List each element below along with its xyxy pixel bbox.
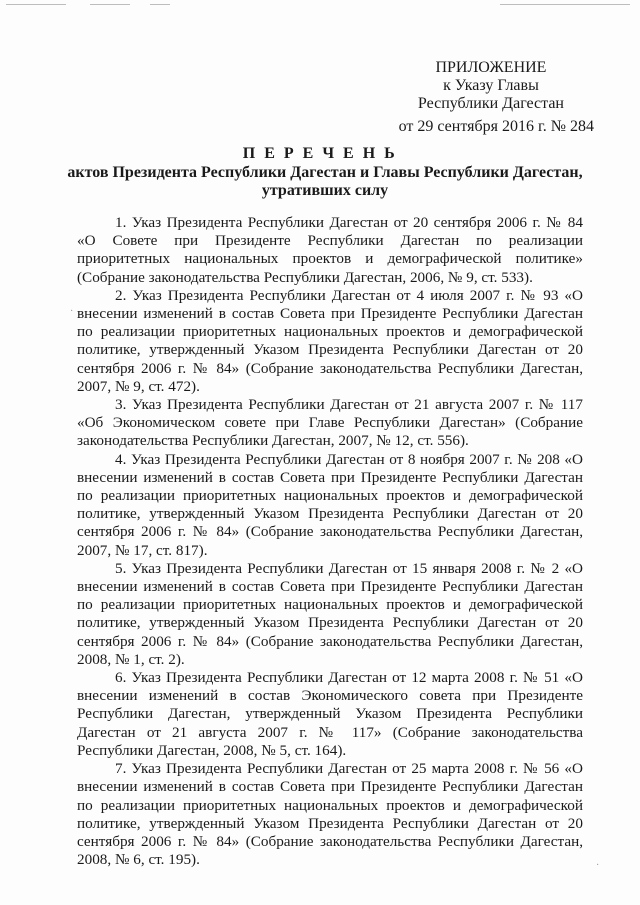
- document-body: [77, 214, 583, 869]
- scan-speck: ·: [70, 306, 74, 317]
- scan-speck: ·: [596, 860, 600, 871]
- list-item: 1. Указ Президента Республики Дагестан от 20 сентября 2006 г. № 84 «О Совете при Президенте Республики Дагестан по реализации приоритетных национальных проектов и демографической политике» (Собрание законодательства Республики Дагестан, 2006, № 9, ст. 533).: [77, 214, 583, 286]
- scan-artifact: [90, 4, 130, 5]
- document-subtitle: актов Президента Республики Дагестан и Главы Республики Дагестан, утративших силу: [67, 164, 583, 199]
- scan-artifact: [150, 4, 170, 5]
- scan-artifact: [500, 4, 630, 5]
- annex-region: Республики Дагестан: [417, 95, 564, 112]
- list-item: 3. Указ Президента Республики Дагестан от 21 августа 2007 г. № 117 «Об Экономическом совете при Главе Республики Дагестан» (Собрание законодательства Республики Дагестан, 2007, № 12, ст. 556).: [77, 396, 583, 450]
- annex-reference: к Указу Главы: [443, 77, 539, 94]
- annex-block: [418, 59, 564, 113]
- annex-title: ПРИЛОЖЕНИЕ: [435, 59, 547, 76]
- list-item: 7. Указ Президента Республики Дагестан от 25 марта 2008 г. № 56 «О внесении изменений в состав Совета при Президенте Республики Дагестан по реализации приоритетных национальных проектов и демографической политике, утвержденный Указом Президента Республики Дагестан от 20 сентября 2006 г. № 84» (Собрание законодательства Республики Дагестан, 2008, № 6, ст. 195).: [77, 760, 583, 869]
- list-item: 6. Указ Президента Республики Дагестан от 12 марта 2008 г. № 51 «О внесении изменений в состав Экономического совета при Президенте Республики Дагестан, утвержденный Указом Президента Республики Дагестан от 21 августа 2007 г. № 117» (Собрание законодательства Республики Дагестан, 2008, № 5, ст. 164).: [77, 669, 583, 759]
- scan-artifact: [6, 4, 66, 5]
- list-item: 4. Указ Президента Республики Дагестан от 8 ноября 2007 г. № 208 «О внесении изменений в состав Совета при Президенте Республики Дагестан по реализации приоритетных национальных проектов и демографической политике, утвержденный Указом Президента Республики Дагестан от 20 сентября 2006 г. № 84» (Собрание законодательства Республики Дагестан, 2007, № 17, ст. 817).: [77, 450, 583, 559]
- annex-date: от 29 сентября 2016 г. № 284: [398, 118, 594, 135]
- list-item: 5. Указ Президента Республики Дагестан от 15 января 2008 г. № 2 «О внесении изменений в состав Совета при Президенте Республики Дагестан по реализации приоритетных национальных проектов и демографической политике, утвержденный Указом Президента Республики Дагестан от 20 сентября 2006 г. № 84» (Собрание законодательства Республики Дагестан, 2008, № 1, ст. 2).: [77, 559, 583, 668]
- list-item: 2. Указ Президента Республики Дагестан от 4 июля 2007 г. № 93 «О внесении изменений в состав Совета при Президенте Республики Дагестан по реализации приоритетных национальных проектов и демографической политике, утвержденный Указом Президента Республики Дагестан от 20 сентября 2006 г. № 84» (Собрание законодательства Республики Дагестан, 2007, № 9, ст. 472).: [77, 286, 583, 395]
- document-title: П Е Р Е Ч Е Н Ь: [242, 145, 398, 162]
